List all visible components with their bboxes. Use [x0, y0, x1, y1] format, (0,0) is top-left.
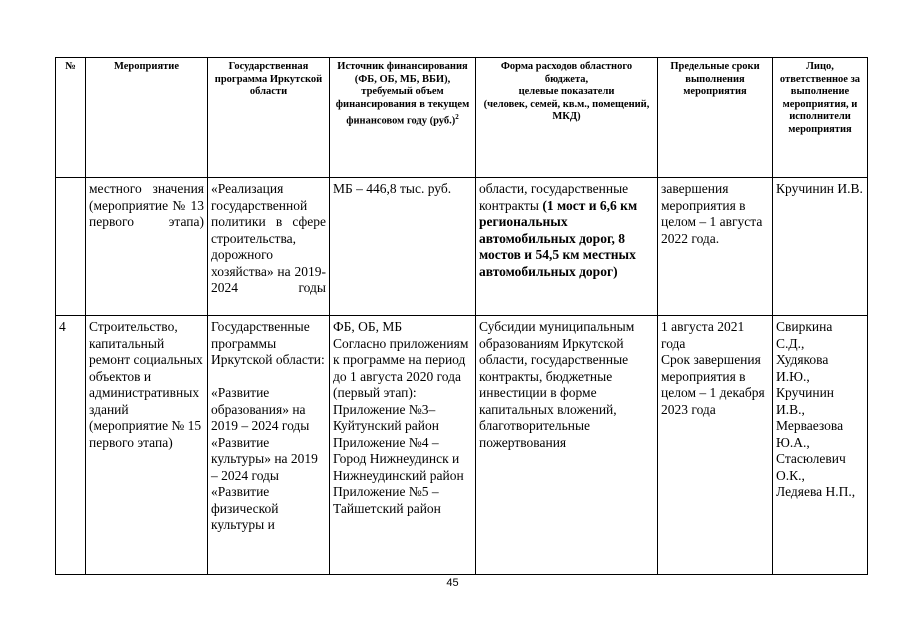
header-event: Мероприятие	[86, 58, 208, 178]
row-event: Строительство, капитальный ремонт социальных объектов и административных зданий (мероприятие № 15 первого этапа)	[86, 316, 208, 575]
header-source	[330, 58, 476, 178]
row-form-plain: Субсидии муниципальным образованиям Иркутской области, государственные контракты, бюджетные инвестиции в форме капитальных вложений, благотворительные пожертвования	[479, 319, 635, 450]
header-source-footnote: 2	[455, 113, 459, 121]
table-row	[56, 316, 868, 575]
page-number: 45	[446, 577, 459, 589]
header-form: Форма расходов областного бюджета, целевые показатели (человек, семей, кв.м., помещений, МКД)	[476, 58, 658, 178]
row-form	[476, 178, 658, 316]
row-form-bold: (1 мост и 6,6 км региональных автомобильных дорог, 8 мостов и 54,5 км местных автомобильных дорог)	[479, 197, 638, 279]
table-row	[56, 178, 868, 316]
row-program: «Реализация государственной политики в сфере строительства, дорожного хозяйства» на 2019-2024 годы	[208, 178, 330, 316]
header-source-text: Источник финансирования (ФБ, ОБ, МБ, ВБИ), требуемый объем финансирования в текущем финансовом году (руб.)	[335, 61, 470, 127]
row-program: Государственные программы Иркутской области: «Развитие образования» на 2019 – 2024 годы «Развитие культуры» на 2019 – 2024 годы «Развитие физической культуры и	[208, 316, 330, 575]
table-header-row	[56, 58, 868, 178]
row-responsible: Кручинин И.В.	[773, 178, 868, 316]
header-responsible: Лицо, ответственное за выполнение мероприятия, и исполнители мероприятия	[773, 58, 868, 178]
row-deadline: 1 августа 2021 года Срок завершения мероприятия в целом – 1 декабря 2023 года	[658, 316, 773, 575]
row-deadline: завершения мероприятия в целом – 1 августа 2022 года.	[658, 178, 773, 316]
row-form-plain: области, государственные контракты	[479, 181, 629, 213]
header-program: Государственная программа Иркутской области	[208, 58, 330, 178]
row-event: местного значения (мероприятие № 13 первого этапа)	[86, 178, 208, 316]
row-form	[476, 316, 658, 575]
row-num	[56, 178, 86, 316]
row-source: МБ – 446,8 тыс. руб.	[330, 178, 476, 316]
row-responsible: Свиркина С.Д., Худякова И.Ю., Кручинин И.В., Мерваезова Ю.А., Стасюлевич О.К., Ледяева Н.П.,	[773, 316, 868, 575]
header-num: №	[56, 58, 86, 178]
header-deadline: Предельные сроки выполнения мероприятия	[658, 58, 773, 178]
activities-table	[55, 57, 868, 575]
row-source: ФБ, ОБ, МБ Согласно приложениям к программе на период до 1 августа 2020 года (первый этап): Приложение №3– Куйтунский район Приложение №4 – Город Нижнеудинск и Нижнеудинский район Приложение №5 – Тайшетский район	[330, 316, 476, 575]
row-num: 4	[56, 316, 86, 575]
